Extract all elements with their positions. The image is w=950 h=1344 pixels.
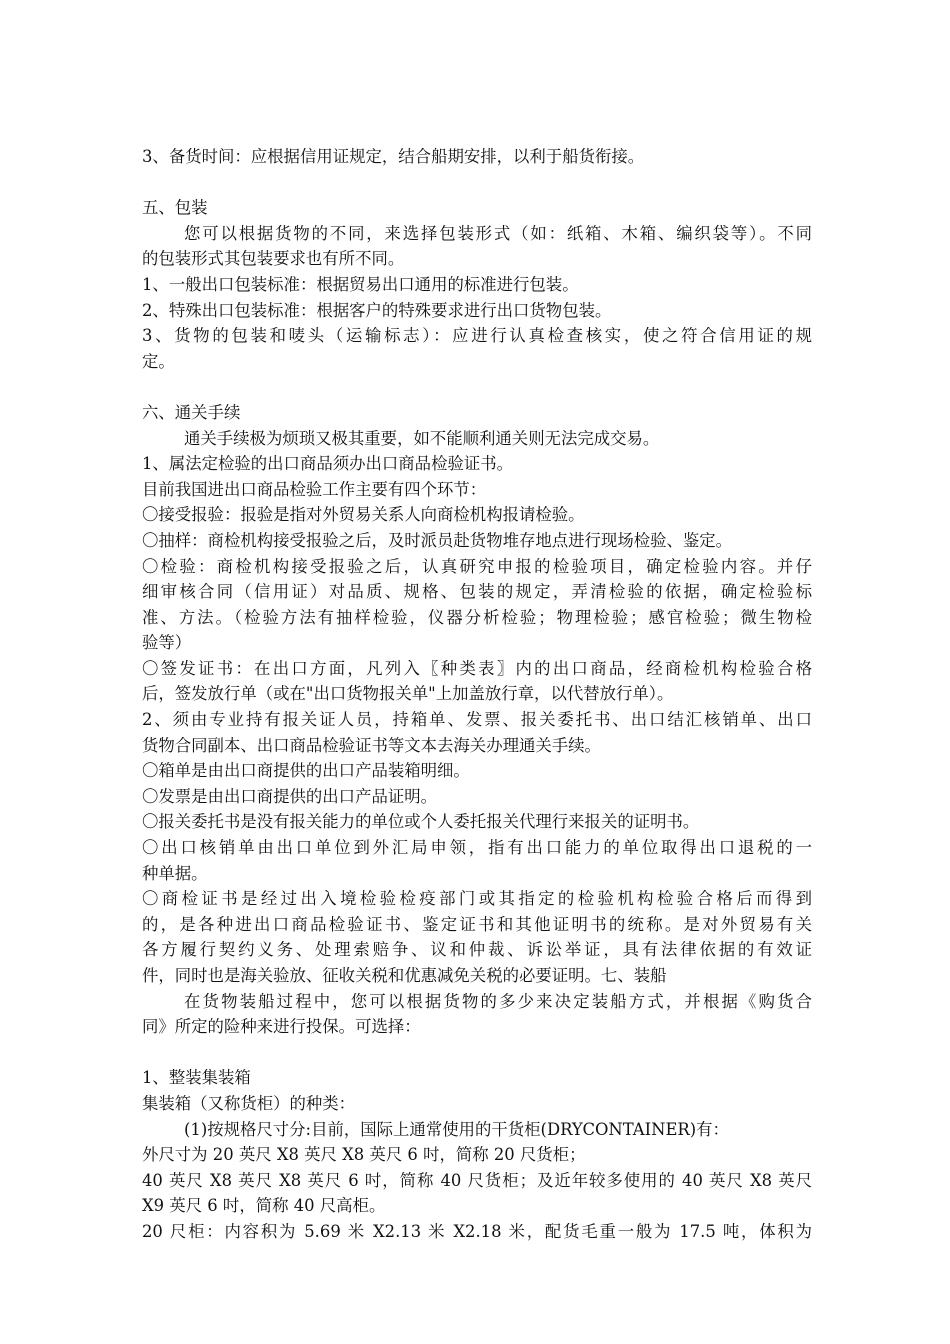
text-line: 件，同时也是海关验放、征收关税和优惠减免关税的必要证明。七、装船 [142, 966, 667, 985]
text-line: 的，是各种进出口商品检验证书、鉴定证书和其他证明书的统称。是对外贸易有关 [142, 914, 812, 934]
text-line: 五、包装 [142, 198, 208, 218]
text-line: 定。 [142, 351, 175, 371]
text-line: 通关手续极为烦琐又极其重要，如不能顺利通关则无法完成交易。 [184, 428, 660, 448]
text-line: X9 英尺 6 吋，简称 40 尺高柜。 [142, 1196, 386, 1216]
text-line: 20 尺柜：内容积为 5.69 米 X2.13 米 X2.18 米，配货毛重一般为 17.5 吨，体积为 [142, 1221, 812, 1241]
text-line: 1、整装集装箱 [142, 1068, 251, 1088]
text-line: 的包装形式其包装要求也有所不同。 [142, 249, 405, 269]
blank-line [142, 1040, 812, 1066]
text-line: 种单据。 [142, 863, 208, 883]
text-line: 〇发票是由出口商提供的出口产品证明。 [142, 786, 438, 806]
blank-line [142, 170, 812, 196]
text-line: 1、属法定检验的出口商品须办出口商品检验证书。 [142, 454, 514, 474]
text-line: 〇箱单是由出口商提供的出口产品装箱明细。 [142, 761, 470, 781]
text-line: 40 英尺 X8 英尺 X8 英尺 6 吋，简称 40 尺货柜；及近年较多使用的 40 英尺 X8 英尺 [142, 1170, 812, 1190]
text-line: 目前我国进出口商品检验工作主要有四个环节： [142, 479, 487, 499]
text-line: (1)按规格尺寸分:目前，国际上通常使用的干货柜(DRYCONTAINER)有： [184, 1119, 729, 1139]
text-line: 1、一般出口包装标准：根据贸易出口通用的标准进行包装。 [142, 274, 579, 294]
text-line: 〇报关委托书是没有报关能力的单位或个人委托报关代理行来报关的证明书。 [142, 812, 700, 832]
text-line: 六、通关手续 [142, 402, 241, 422]
text-line: 3、货物的包装和唛头（运输标志）：应进行认真检查核实，使之符合信用证的规 [142, 326, 812, 346]
text-line: 同》所定的险种来进行投保。可选择： [142, 1017, 421, 1037]
text-line: 〇接受报验：报验是指对外贸易关系人向商检机构报请检验。 [142, 505, 585, 525]
text-line: 〇出口核销单由出口单位到外汇局申领，指有出口能力的单位取得出口退税的一 [142, 838, 812, 858]
text-line: 3、备货时间：应根据信用证规定，结合船期安排，以利于船货衔接。 [142, 147, 645, 166]
text-line: 各方履行契约义务、处理索赔争、议和仲裁、诉讼举证，具有法律依据的有效证 [142, 940, 812, 960]
text-line: 货物合同副本、出口商品检验证书等文本去海关办理通关手续。 [142, 735, 601, 755]
text-line: 准、方法。（检验方法有抽样检验，仪器分析检验；物理检验；感官检验；微生物检 [142, 607, 812, 627]
text-line: 2、须由专业持有报关证人员，持箱单、发票、报关委托书、出口结汇核销单、出口 [142, 710, 812, 730]
text-line: 后，签发放行单（或在"出口货物报关单"上加盖放行章，以代替放行单）。 [142, 684, 674, 704]
text-line: 〇抽样：商检机构接受报验之后，及时派员赴货物堆存地点进行现场检验、鉴定。 [142, 530, 733, 550]
text-line: 〇检验：商检机构接受报验之后，认真研究申报的检验项目，确定检验内容。并仔 [142, 556, 812, 576]
text-line: 〇商检证书是经过出入境检验检疫部门或其指定的检验机构检验合格后而得到 [142, 889, 812, 909]
text-line: 2、特殊出口包装标准：根据客户的特殊要求进行出口货物包装。 [142, 300, 612, 320]
text-line: 验等） [142, 633, 192, 653]
text-line: 细审核合同（信用证）对品质、规格、包装的规定，弄清检验的依据，确定检验标 [142, 582, 812, 602]
text-line: 集装箱（又称货柜）的种类： [142, 1093, 356, 1113]
text-line: 在货物装船过程中，您可以根据货物的多少来决定装船方式，并根据《购货合 [184, 991, 812, 1011]
document-body [142, 144, 812, 1245]
text-line: 〇签发证书：在出口方面，凡列入〖种类表〗内的出口商品，经商检机构检验合格 [142, 658, 812, 678]
text-line: 外尺寸为 20 英尺 X8 英尺 X8 英尺 6 吋，简称 20 尺货柜； [142, 1145, 586, 1165]
text-line: 您可以根据货物的不同，来选择包装形式（如：纸箱、木箱、编织袋等）。不同 [184, 223, 812, 243]
blank-line [142, 374, 812, 400]
